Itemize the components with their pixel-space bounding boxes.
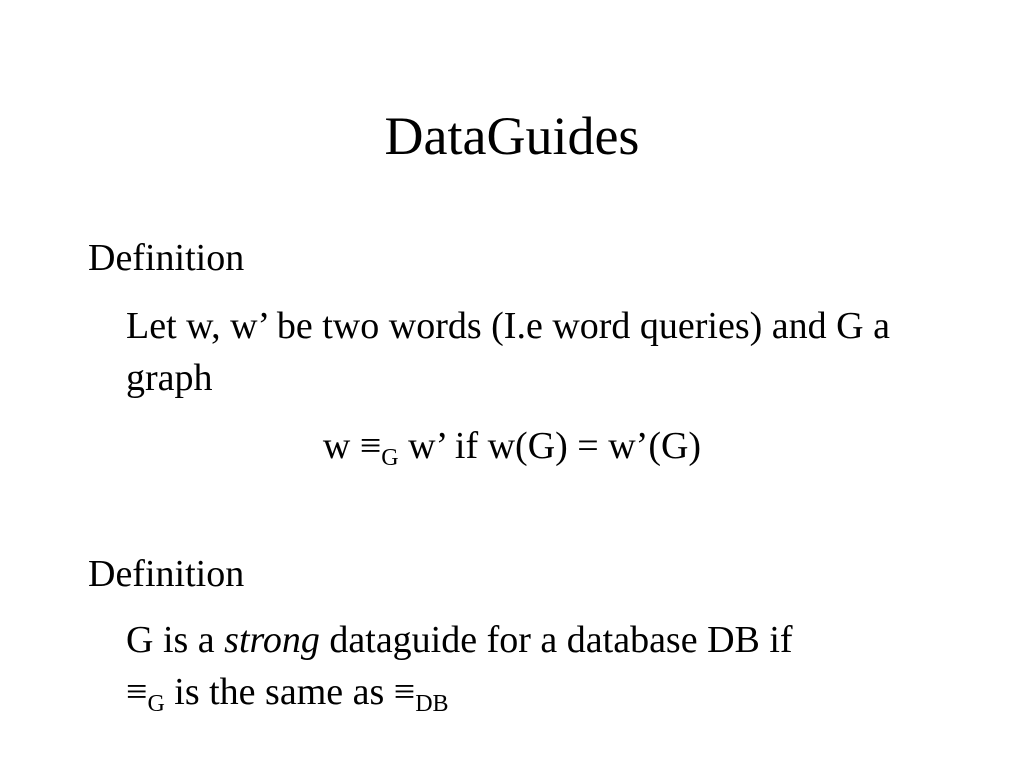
definition-heading-1: Definition	[88, 237, 245, 279]
equiv-symbol-g: ≡	[126, 671, 148, 713]
definition-body-2	[126, 614, 946, 718]
formula-rhs: w’ if w(G) = w’(G)	[398, 425, 702, 467]
equiv-middle-text: is the same as ≡	[164, 671, 416, 713]
subscript-g: G	[147, 691, 165, 717]
definition-body-2-post: dataguide for a database DB if	[319, 619, 793, 661]
definition-body-1: Let w, w’ be two words (I.e word queries) and G a graph	[126, 305, 890, 399]
strong-emphasis: strong	[224, 619, 320, 661]
definition-body-2-pre: G is a	[126, 619, 225, 661]
formula-lhs: w ≡	[322, 425, 382, 467]
formula-subscript: G	[381, 445, 399, 471]
subscript-db: DB	[415, 691, 449, 717]
equivalence-formula	[0, 424, 1024, 471]
definition-heading-2: Definition	[88, 553, 245, 595]
slide-title: DataGuides	[384, 106, 640, 166]
